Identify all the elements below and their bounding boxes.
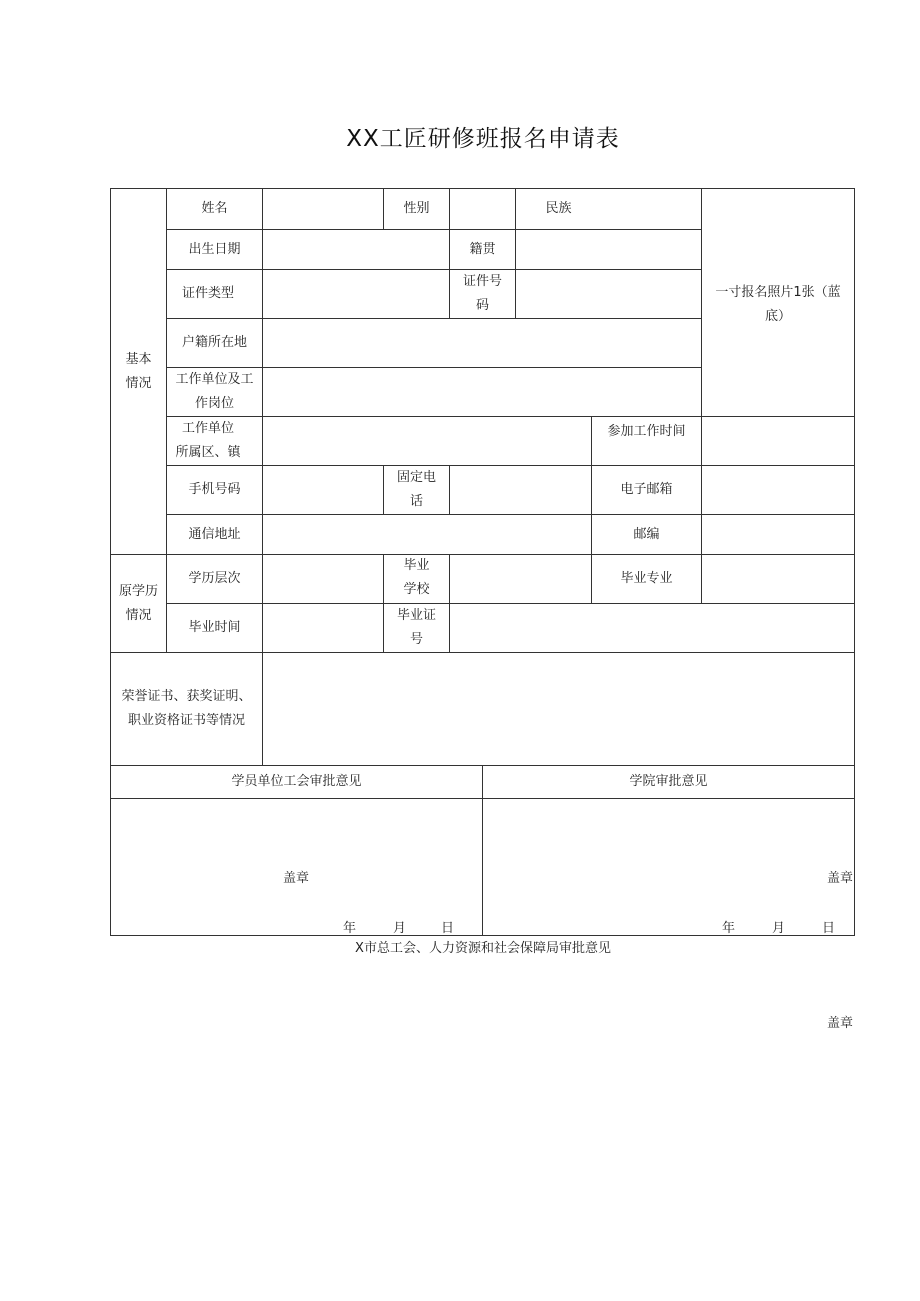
union-month: 月 — [393, 921, 407, 936]
education-section-label: 原学历 情况 — [118, 583, 158, 623]
label-honors: 荣誉证书、获奖证明、 职业资格证书等情况 — [121, 689, 252, 728]
label-grad-time: 毕业时间 — [188, 620, 241, 635]
label-household: 户籍所在地 — [181, 335, 247, 350]
city-seal: 盖章 — [827, 1016, 854, 1031]
photo-placeholder: 一寸报名照片1张（蓝 底） — [715, 285, 841, 324]
label-name: 姓名 — [201, 201, 228, 216]
union-day: 日 — [441, 921, 455, 936]
label-birth-date: 出生日期 — [188, 241, 241, 257]
label-work-unit-post: 工作单位及工 作岗位 — [175, 372, 254, 411]
label-address: 通信地址 — [188, 526, 241, 542]
label-work-start: 参加工作时间 — [607, 424, 686, 439]
union-year: 年 — [343, 921, 357, 936]
label-work-unit-district: 工作单位 所属区、镇 — [175, 421, 241, 460]
college-year: 年 — [722, 921, 736, 936]
label-education-level: 学历层次 — [188, 571, 241, 586]
label-mobile: 手机号码 — [188, 482, 241, 497]
label-postcode: 邮编 — [633, 526, 660, 542]
college-day: 日 — [822, 921, 836, 936]
college-seal: 盖章 — [827, 871, 854, 886]
union-seal: 盖章 — [283, 871, 310, 886]
college-month: 月 — [772, 921, 786, 936]
label-id-number: 证件号 码 — [462, 274, 502, 313]
label-landline: 固定电 话 — [396, 470, 436, 509]
label-id-type: 证件类型 — [181, 286, 234, 301]
label-college-approval: 学院审批意见 — [629, 774, 708, 789]
label-email: 电子邮箱 — [620, 482, 673, 497]
label-major: 毕业专业 — [620, 571, 673, 586]
label-ethnicity: 民族 — [545, 201, 572, 216]
label-native-place: 籍贯 — [469, 241, 496, 257]
label-cert-no: 毕业证 号 — [396, 608, 436, 647]
label-union-approval: 学员单位工会审批意见 — [231, 774, 362, 789]
basic-section-label: 基本 情况 — [125, 351, 152, 391]
label-city-approval: X市总工会、人力资源和社会保障局审批意见 — [355, 941, 611, 956]
form-title: XX工匠研修班报名申请表 — [346, 126, 620, 152]
label-gender: 性别 — [403, 201, 430, 216]
label-school: 毕业 学校 — [403, 558, 430, 597]
